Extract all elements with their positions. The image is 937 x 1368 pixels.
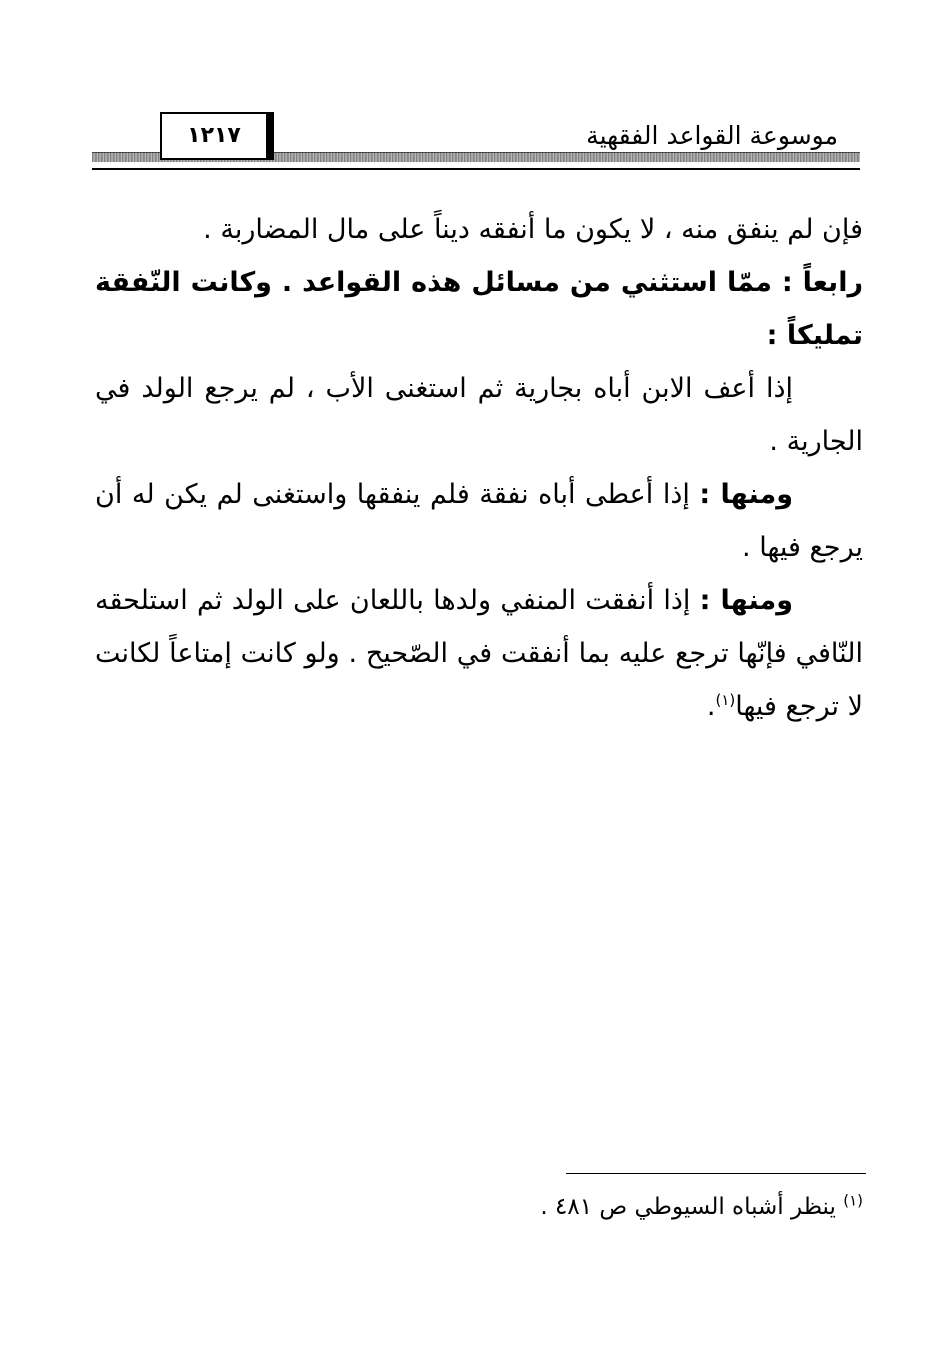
footnote-separator [566,1173,866,1174]
book-title: موسوعة القواعد الفقهية [586,121,838,150]
paragraph-1: فإن لم ينفق منه ، لا يكون ما أنفقه ديناً على مال المضاربة . [203,214,863,245]
page-body [95,203,863,733]
page-header [92,108,860,174]
footnote-marker: (١) [843,1191,863,1210]
paragraph-4-lead: ومنها : [699,479,793,510]
paragraph-5-text: إذا أنفقت المنفي ولدها باللعان على الولد ثم استلحقه النّافي فإنّها ترجع عليه بما أنفقت في الصّحيح . ولو كانت إمتاعاً لكانت لا ترجع فيها [95,585,863,722]
paragraph-5-end: . [706,691,716,722]
section-heading: رابعاً : ممّا استثني من مسائل هذه القواعد . وكانت النّفقة تمليكاً : [95,267,863,351]
page-number: ١٢١٧ [160,112,268,160]
paragraph-4 [95,468,863,574]
paragraph-5 [95,574,863,733]
header-rule [92,168,860,170]
footnote-reference: (١) [715,691,736,709]
footnote-text: ينظر أشباه السيوطي ص ٤٨١ . [540,1194,844,1220]
paragraph-3: إذا أعف الابن أباه بجارية ثم استغنى الأب ، لم يرجع الولد في الجارية . [95,373,863,457]
paragraph-4-text: إذا أعطى أباه نفقة فلم ينفقها واستغنى لم يكن له أن يرجع فيها . [95,479,863,563]
paragraph-5-lead: ومنها : [699,585,793,616]
footnote [540,1190,863,1224]
